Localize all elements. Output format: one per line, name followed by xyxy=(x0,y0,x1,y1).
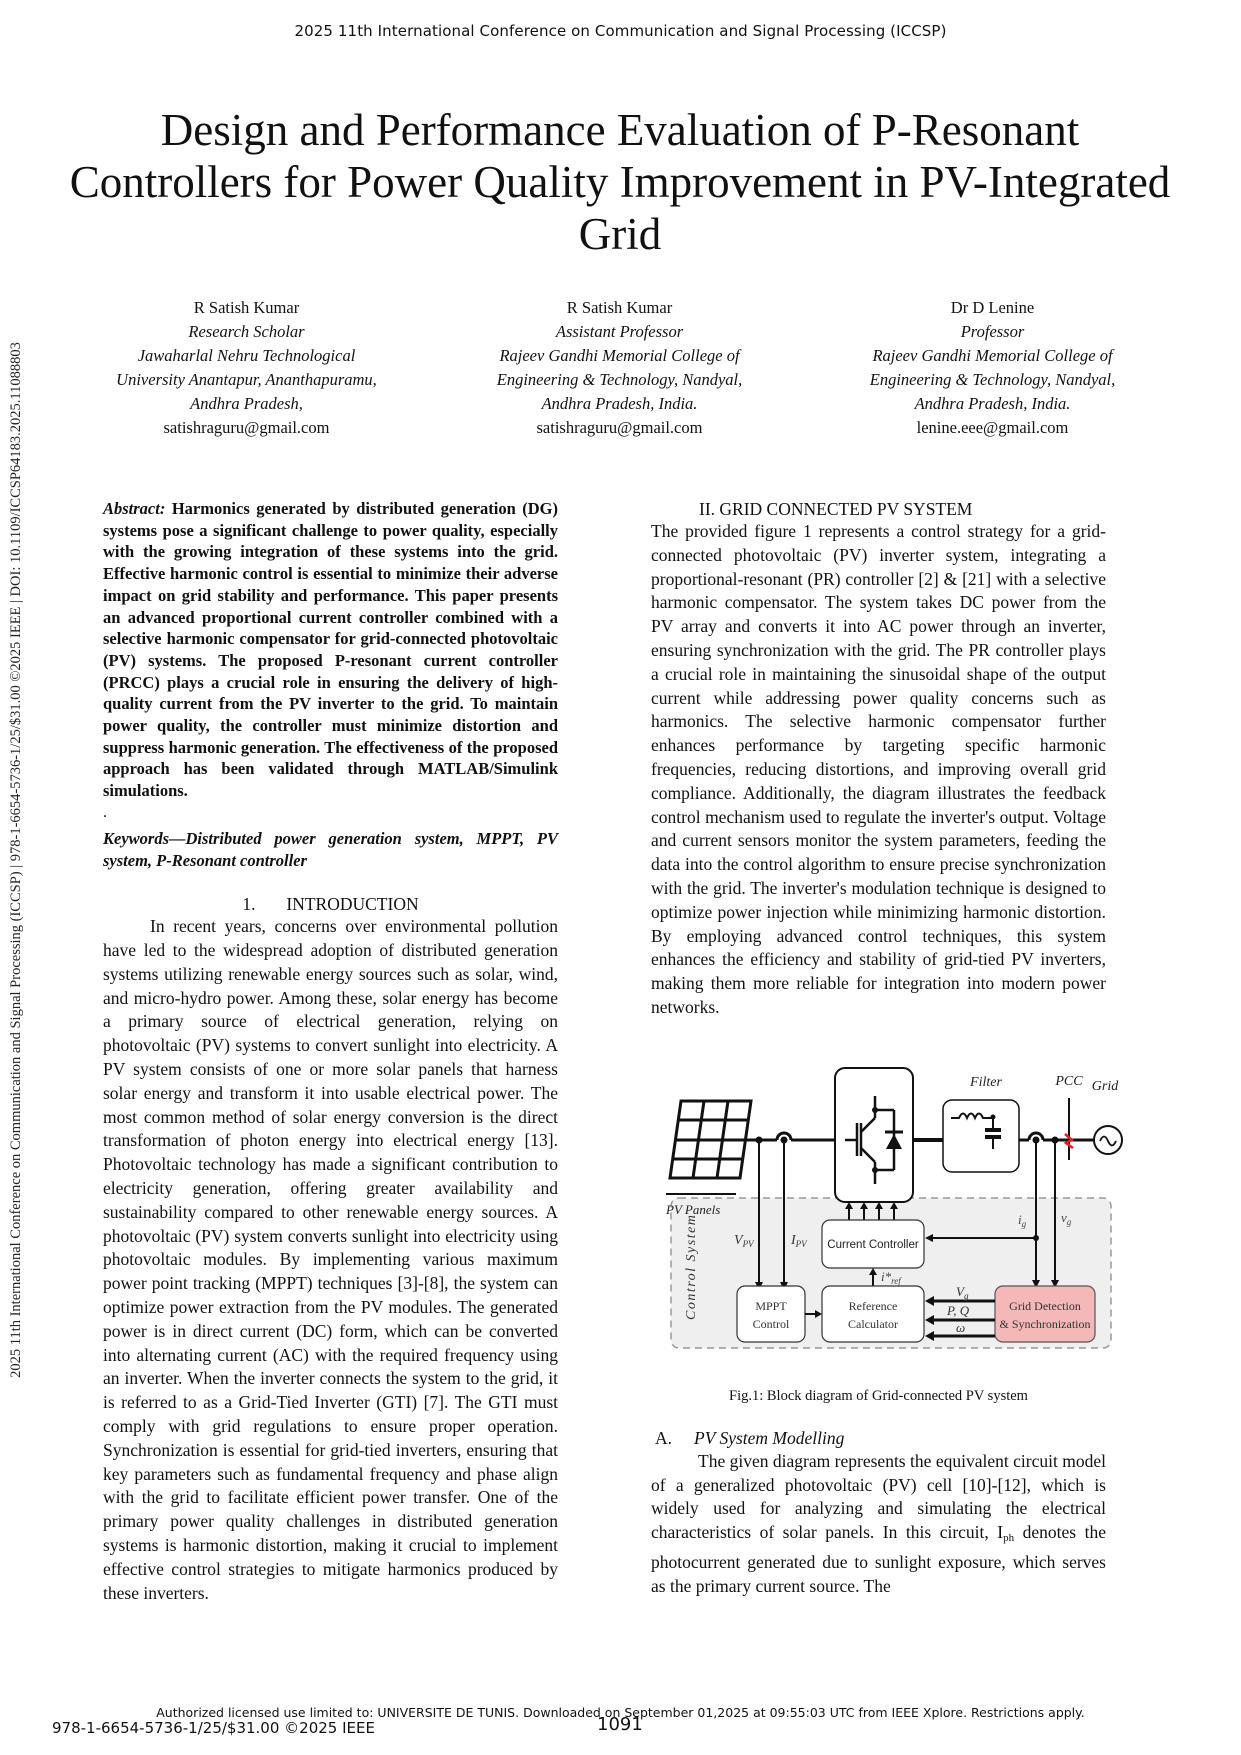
page-number: 1091 xyxy=(597,1714,643,1735)
author-affiliation-line: Andhra Pradesh, xyxy=(190,394,303,413)
author-role: Professor xyxy=(960,322,1025,341)
svg-text:Calculator: Calculator xyxy=(848,1316,898,1331)
author-email: lenine.eee@gmail.com xyxy=(916,418,1069,437)
abstract-trailing-dot: . xyxy=(103,803,107,821)
filter-box xyxy=(943,1100,1019,1172)
svg-text:vg: $v_g$ xyxy=(1061,1209,1072,1227)
abstract-text: Harmonics generated by distributed generation (DG) systems pose a significant challenge to power quality, especially with the growing integration of these systems into the grid. Effective harmonic control is essential to minimize their adverse impact on grid stability and performance. This paper presents an advanced proportional current controller combined with a selective harmonic compensator for grid-connected photovoltaic (PV) systems. The proposed P-resonant current controller (PRCC) plays a crucial role in ensuring the delivery of high-quality current from the PV inverter to the grid. To maintain power quality, the controller must minimize distortion and suppress harmonic generation. The effectiveness of the proposed approach has been validated through MATLAB/Simulink simulations. xyxy=(103,499,558,801)
filter-label: Filter xyxy=(970,1074,1002,1090)
grid-connected-paragraph: The provided figure 1 represents a control strategy for a grid-connected photovoltaic (PV) inverter system, integrating a proportional-resonant (PR) controller [2] & [21] with a selective harmonic compensator. The system takes DC power from the PV array and converts it into AC power through an inverter, ensuring synchronization with the grid. The PR controller plays a crucial role in maintaining the sinusoidal shape of the output current while addressing power quality concerns such as harmonics. The selective harmonic compensator further enhances performance by targeting specific harmonic frequencies, reducing distortions, and improving overall grid compliance. Additionally, the diagram illustrates the feedback control mechanism used to regulate the inverter's output. Voltage and current sensors monitor the system parameters, feeding the data into the control algorithm to ensure precise synchronization with the grid. The inverter's modulation technique is designed to optimize power injection while minimizing harmonic distortion. By employing advanced control techniques, this system enhances the efficiency and stability of grid-tied PV inverters, making them more reliable for integration into modern power networks. xyxy=(651,521,1106,1017)
grid-detection-box xyxy=(995,1286,1095,1342)
author-affiliation-line: Andhra Pradesh, India. xyxy=(914,394,1071,413)
pcc-label: PCC xyxy=(1055,1073,1083,1089)
running-head: 2025 11th International Conference on Communication and Signal Processing (ICCSP) xyxy=(294,22,947,40)
svg-text:Reference: Reference xyxy=(848,1298,898,1313)
author-role: Research Scholar xyxy=(188,322,305,341)
author-2 xyxy=(433,296,806,440)
right-column xyxy=(651,498,1119,1599)
section-title: INTRODUCTION xyxy=(286,894,419,915)
author-affiliation-line: Engineering & Technology, Nandyal, xyxy=(496,370,743,389)
author-block xyxy=(60,296,1180,440)
svg-text:i*ref: $i*_{ref}$ xyxy=(881,1268,901,1286)
svg-text:ig: $i_g$ xyxy=(1018,1211,1027,1229)
subsection-heading-pv-modelling xyxy=(655,1426,1106,1450)
svg-text:Vg: $V_g$ xyxy=(956,1283,969,1301)
author-affiliation-line: Rajeev Gandhi Memorial College of xyxy=(499,346,740,365)
pv-modelling-paragraph: The given diagram represents the equivalent circuit model of a generalized photovoltaic (PV) cell [10]-[12], which is widely used for analyzing and simulating the electrical characteristics of solar panels. In this circuit, $I_{ph}$ denotes the photocurrent generated due to sunlight exposure, which serves as the primary current source. The xyxy=(651,1450,1106,1596)
author-name: R Satish Kumar xyxy=(193,298,300,317)
left-column xyxy=(103,498,558,1605)
pv-panel-icon xyxy=(670,1101,751,1178)
side-doi-strip: 2025 11th International Conference on Communication and Signal Processing (ICCSP) | 978-1-6654-5736-1/25/$31.00 ©2025 IEEE | DOI: 10.1109/ICCSP64183.2025.11088803 xyxy=(8,342,24,1378)
block-diagram-svg xyxy=(651,1048,1131,1378)
author-name: Dr D Lenine xyxy=(950,298,1035,317)
author-1 xyxy=(60,296,433,440)
author-email: satishraguru@gmail.com xyxy=(536,418,703,437)
paper-title: Design and Performance Evaluation of P-Resonant Controllers for Power Quality Improvement in PV-Integrated Grid xyxy=(69,105,1171,259)
author-role: Assistant Professor xyxy=(555,322,684,341)
svg-text:& Synchronization: & Synchronization xyxy=(999,1316,1091,1331)
control-system-label: Control System xyxy=(684,1213,699,1320)
abstract xyxy=(103,498,558,802)
pv-panels-label: PV Panels xyxy=(666,1201,721,1217)
svg-text:IPV: $I_{PV}$ xyxy=(791,1232,807,1249)
grid-label: Grid xyxy=(1091,1078,1119,1094)
author-affiliation-line: Jawaharlal Nehru Technological xyxy=(137,346,356,365)
subsection-label: A. xyxy=(655,1427,673,1448)
keywords: Keywords—Distributed power generation system, MPPT, PV system, P-Resonant controller xyxy=(103,828,558,870)
reference-calculator-box xyxy=(822,1286,924,1342)
figure-1-caption: Fig.1: Block diagram of Grid-connected PV system xyxy=(729,1387,1028,1404)
footer-authorization-notice: Authorized licensed use limited to: UNIVERSITE DE TUNIS. Downloaded on September 01,2025 at 09:55:03 UTC from IEEE Xplore. Restrictions apply. xyxy=(156,1705,1085,1720)
svg-text:Grid Detection: Grid Detection xyxy=(1009,1298,1081,1313)
capacitor-icon xyxy=(985,1128,1001,1132)
section-heading-grid-connected: II. GRID CONNECTED PV SYSTEM xyxy=(699,499,973,519)
author-3 xyxy=(806,296,1179,440)
author-affiliation-line: Engineering & Technology, Nandyal, xyxy=(869,370,1116,389)
author-affiliation-line: Rajeev Gandhi Memorial College of xyxy=(872,346,1113,365)
author-affiliation-line: Andhra Pradesh, India. xyxy=(541,394,698,413)
section-number: 1. xyxy=(242,894,256,915)
author-email: satishraguru@gmail.com xyxy=(163,418,330,437)
subsection-title: PV System Modelling xyxy=(694,1427,845,1448)
figure-1-block-diagram xyxy=(651,1048,1131,1378)
svg-text:VPV: $V_{PV}$ xyxy=(734,1232,754,1249)
current-controller-label: Current Controller xyxy=(827,1238,919,1251)
svg-text:MPPT: MPPT xyxy=(755,1298,787,1313)
svg-text:P, Q: P, Q xyxy=(947,1302,970,1318)
footer-isbn: 978-1-6654-5736-1/25/$31.00 ©2025 IEEE xyxy=(52,1719,375,1737)
svg-text:Control: Control xyxy=(752,1316,790,1331)
svg-text:ω: ω xyxy=(956,1319,966,1335)
section-heading-introduction xyxy=(103,893,558,915)
author-affiliation-line: University Anantapur, Ananthapuramu, xyxy=(116,370,377,389)
mppt-control-box xyxy=(737,1286,805,1342)
abstract-label: Abstract: xyxy=(103,499,166,518)
introduction-paragraph: In recent years, concerns over environmental pollution have led to the widespread adoption of distributed generation systems utilizing renewable energy sources such as solar, wind, and micro-hydro power. Among these, solar energy has become a primary source of electrical generation, relying on photovoltaic (PV) systems to convert sunlight into electricity. A PV system consists of one or more solar panels that harness solar energy and transform it into usable electrical power. The most common method of solar energy conversion is the direct transformation of photon energy into electrical energy [13]. Photovoltaic technology has made a significant contribution to electricity generation, offering greater availability and sustainability compared to other renewable energy sources. A photovoltaic (PV) system converts sunlight into electricity using photovoltaic modules. By implementing various maximum power point tracking (MPPT) techniques [3]-[8], the system can optimize power extraction from the PV modules. The generated power is in direct current (DC) form, which can be converted into alternating current (AC) with the required frequency using an inverter. When the inverter connects the system to the grid, it is referred to as a Grid-Tied Inverter (GTI) [7]. The GTI must comply with grid regulations to ensure proper operation. Synchronization is essential for grid-tied inverters, ensuring that key parameters such as fundamental frequency and phase align with the grid to facilitate efficient power transfer. One of the primary power quality challenges in distributed generation systems is harmonic distortion, making it crucial to implement effective control strategies to mitigate harmonics produced by these inverters. xyxy=(103,916,558,1603)
author-name: R Satish Kumar xyxy=(566,298,673,317)
